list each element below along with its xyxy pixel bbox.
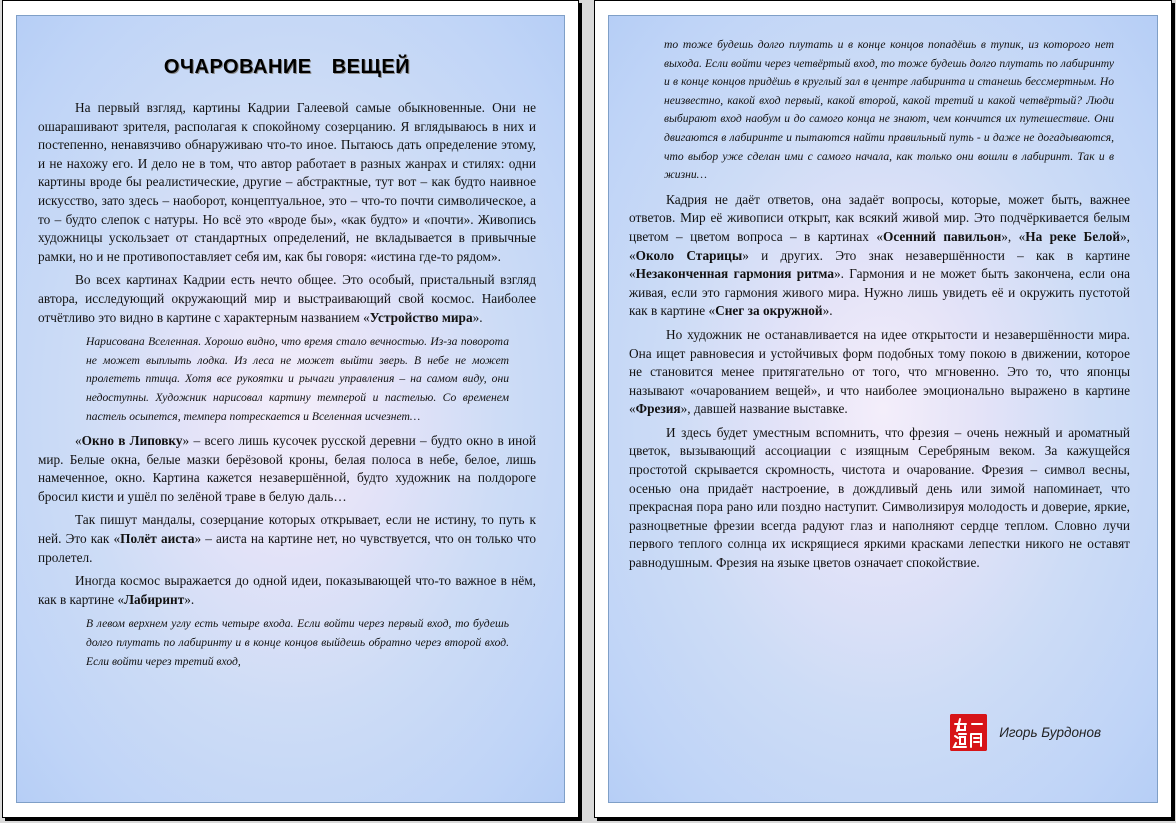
paragraph-4: [38, 511, 536, 567]
right-page-content: [629, 36, 1130, 573]
paragraph-3-open: «: [75, 433, 82, 449]
painting-title-okolo-staritsy: Около Старицы: [635, 247, 743, 263]
paragraph-8: И здесь будет уместным вспомнить, что фрезия – очень нежный и ароматный цветок, вызывающий ассоциации с изящным Серебряным веком. За кажущейся простотой скрывается скромность, чистота и очарование. Фрезия – символ весны, осенью она придаёт настроение, в дождливый день или зимой напоминает, что прекрасная пора рано или поздно наступит. Символизируя молодость и доверие, яркие, разноцветные фрезии всегда радуют глаз и наполняют сердце теплом. Словно лучи первого теплого солнца их искрящиеся яркими красками лепестки никого не оставят равнодушным. Фрезия на языке цветов означает спокойствие.: [629, 424, 1130, 571]
paragraph-4-end: » – аиста на картине нет, но чувствуется, что он только что пролетел.: [38, 531, 536, 565]
paragraph-7: [629, 326, 1130, 419]
painting-title-osenniy-pavilon: Осенний павильон: [882, 228, 1002, 244]
paragraph-6-text-a: Кадрия не даёт ответов, она задаёт вопросы, которые, может быть, важнее ответов. Мир её живописи открыт, как всякий живой мир. Это подчёркивается белым цветом – цветом вопроса – в картинах «: [629, 191, 1130, 244]
paragraph-5-text: Иногда космос выражается до одной идеи, показывающей что-то важное в нём, как в картине «: [38, 573, 536, 607]
paragraph-1: На первый взгляд, картины Кадрии Галеевой самые обыкновенные. Они не ошарашивают зрителя, располагая к спокойному созерцанию. Я вглядываюсь в них и постепенно, ненавязчиво обнаруживаю что-то иное. Пытаюсь дать определение этому, и не нахожу его. И дело не в том, что автор работает в разных жанрах и стилях: одни картины вроде бы реалистические, другие – абстрактные, тут вот – как будто наивное искусство, зато здесь – наоборот, концептуальное, это – что-то почти символическое, а то – будто слепок с натуры. Но всё это «вроде бы», «как будто» и «почти». Живопись художницы ускользает от стандартных определений, не вкладывается в привычные рамки, но и не противопоставляет себя им, как бы говоря: «истина где-то рядом».: [38, 100, 536, 264]
paragraph-6-sep-2: », «: [629, 228, 1131, 263]
quote-labyrinth-continued: то тоже будешь долго плутать и в конце концов попадёшь в тупик, из которого нет выхода. Если войти через четвёртый вход, то тоже будешь долго плутать по лабиринту и в конце концов придёшь в круглый зал в центре лабиринта и станешь бессмертным. Но неизвестно, какой вход первый, какой второй, какой третий и какой четвёртый? Люди выбирают вход наобум и до самого конца не знают, чем кончится их путешествие. Они двигаются в лабиринте и пытаются найти правильный путь - и даже не догадываются, что выбор уже сделан ими с самого начала, как только они вошли в лабиринт. Так и в жизни…: [664, 38, 1114, 182]
paragraph-6-text-b: » и других. Это знак незавершённости – как в картине «: [629, 247, 1131, 282]
paragraph-3: [38, 432, 536, 506]
signature-block: [950, 714, 1101, 751]
paragraph-3-text: » – всего лишь кусочек русской деревни – будто окно в иной мир. Белые окна, белые мазки берёзовой кроны, белая полоса в небе, белое, лишь намеченное, окно. Картина кажется незавершённой, будто художник на полдороге бросил кисти и ушёл по зелёной траве в белую даль…: [38, 433, 536, 504]
painting-title-freziya: Фрезия: [635, 401, 681, 417]
paragraph-6-text-c: ». Гармония и не может быть закончена, если она живая, если это гармония живого мира. Нужно лишь увидеть её и окружить пустотой как в картине «: [629, 266, 1130, 319]
paragraph-4-text: Так пишут мандалы, созерцание которых открывает, если не истину, то путь к ней. Это как «: [38, 512, 536, 547]
paragraph-6-end: ».: [822, 303, 833, 319]
paragraph-2: [38, 271, 536, 327]
paragraph-7-end: », давшей название выставке.: [680, 401, 848, 417]
paragraph-2-text: Во всех картинах Кадрии есть нечто общее. Это особый, пристальный взгляд автора, исследующий окружающий мир и выстраивающий свой космос. Наиболее отчётливо это видно в картине с характерным названием «: [38, 272, 536, 325]
right-page: [594, 0, 1172, 818]
quote-universe: Нарисована Вселенная. Хорошо видно, что время стало вечностью. Из-за поворота не может выплыть лодка. Из леса не может выйти зверь. В небе не может пролететь птица. Хотя все рукоятки и рычаги управления – на самом виду, они недоступны. Художник нарисовал картину темперой и пастелью. Со временем пастель осыпется, темпера потрескается и Вселенная исчезнет…: [86, 335, 509, 423]
left-page-panel: [16, 15, 565, 803]
paragraph-2-end: ».: [472, 309, 483, 325]
painting-title-labirint: Лабиринт: [124, 591, 185, 607]
painting-title-ustroistvo-mira: Устройство мира: [369, 309, 473, 325]
paragraph-5: [38, 572, 536, 609]
left-page: [2, 0, 579, 818]
paragraph-6: [629, 191, 1130, 321]
painting-title-na-reke-beloy: На реке Белой: [1025, 228, 1121, 244]
right-page-panel: [608, 15, 1158, 803]
painting-title-nezakonchennaya-garmoniya: Незаконченная гармония ритма: [635, 266, 835, 282]
seal-stamp-icon: [950, 714, 987, 751]
painting-title-polet-aista: Полёт аиста: [120, 531, 195, 547]
painting-title-okno-v-lipovku: Окно в Липовку: [81, 433, 183, 449]
article-title: ОЧАРОВАНИЕ ВЕЩЕЙ: [163, 56, 411, 78]
paragraph-5-end: ».: [184, 591, 195, 607]
left-page-content: [38, 26, 536, 677]
painting-title-sneg-za-okruzhnoy: Снег за окружной: [715, 303, 823, 319]
paragraph-6-sep-1: », «: [1001, 228, 1026, 244]
paragraph-7-text: Но художник не останавливается на идее открытости и незавершённости мира. Она ищет равновесия и устойчивых форм подобных тому покою в движении, которое не становится менее притягательно от того, что мгновенно. Это то, что японцы называют «очарованием вещей», и что наиболее эмоционально выражено в картине «: [629, 326, 1130, 417]
author-signature: Игорь Бурдонов: [999, 725, 1101, 740]
quote-labyrinth-start: В левом верхнем углу есть четыре входа. Если войти через первый вход, то будешь долго плутать по лабиринту и в конце концов выйдешь обратно через второй вход. Если войти через третий вход,: [86, 617, 509, 668]
